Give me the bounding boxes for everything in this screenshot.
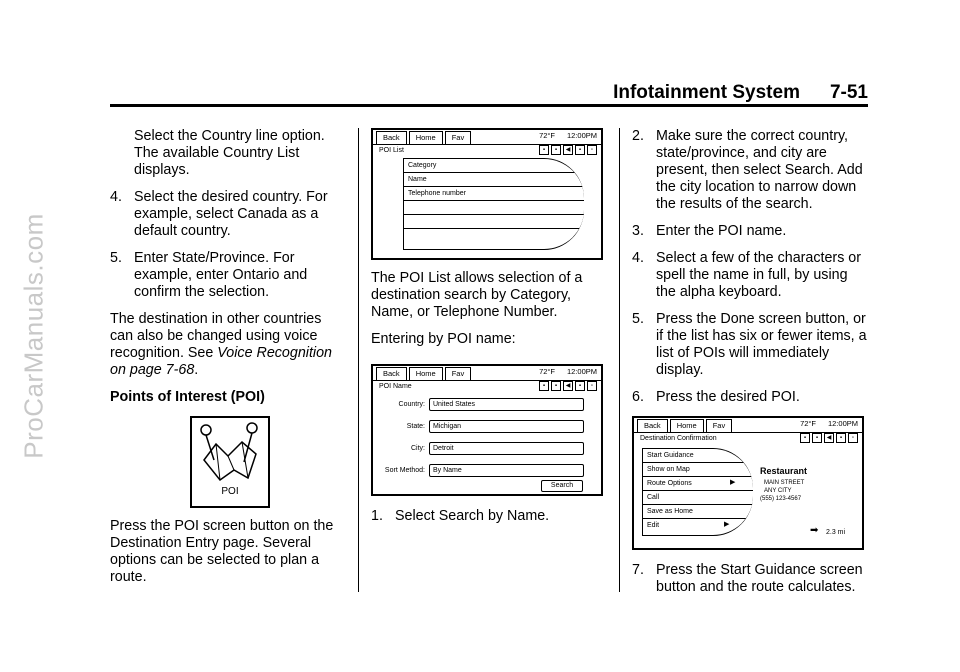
home-tab[interactable]: Home bbox=[409, 367, 443, 380]
list-item bbox=[632, 223, 868, 240]
poi-list bbox=[403, 158, 584, 250]
item-text: Press the Start Guidance screen button and the route calculates. bbox=[656, 562, 863, 595]
temperature: 72°F bbox=[800, 419, 816, 428]
page-header bbox=[613, 82, 868, 104]
state-label: State: bbox=[406, 423, 425, 430]
place-phone: (555) 123-4567 bbox=[760, 496, 802, 502]
status-icon: ▪ bbox=[836, 433, 846, 443]
status-icon: ◀ bbox=[563, 145, 573, 155]
place-address-2: ANY CITY bbox=[764, 488, 792, 494]
cross-reference-link[interactable]: Voice Recognition on page 7-68 bbox=[110, 345, 333, 378]
poi-button-illustration bbox=[190, 416, 270, 508]
fav-tab[interactable]: Fav bbox=[706, 419, 733, 432]
destination-confirmation-screen bbox=[632, 416, 864, 550]
show-on-map-button[interactable]: Show on Map bbox=[643, 463, 753, 477]
item-text: Select Search by Name. bbox=[395, 508, 550, 524]
paragraph-text: . bbox=[194, 362, 199, 378]
status-icon: ◀ bbox=[824, 433, 834, 443]
place-name: Restaurant bbox=[760, 466, 808, 476]
column-3 bbox=[632, 128, 868, 606]
edit-button[interactable]: Edit bbox=[647, 522, 660, 529]
subheading: Points of Interest (POI) bbox=[110, 389, 265, 405]
fav-tab[interactable]: Fav bbox=[445, 367, 472, 380]
column-1 bbox=[110, 128, 342, 596]
save-as-home-button[interactable]: Save as Home bbox=[643, 505, 753, 519]
search-button[interactable]: Search bbox=[541, 480, 583, 492]
status-icon: ▫ bbox=[587, 381, 597, 391]
item-text: Enter State/Province. For example, enter Ontario and confirm the selection. bbox=[134, 250, 308, 300]
list-item bbox=[632, 389, 868, 406]
clock: 12:00PM bbox=[566, 131, 597, 140]
sort-method-label: Sort Method: bbox=[384, 467, 425, 474]
status-icons bbox=[539, 381, 597, 391]
section-title: Infotainment System bbox=[613, 82, 800, 103]
list-item[interactable] bbox=[404, 201, 584, 215]
item-text: Press the desired POI. bbox=[656, 389, 800, 405]
item-number: 2. bbox=[632, 128, 644, 144]
list-item bbox=[632, 128, 868, 213]
poi-name-screen bbox=[371, 364, 603, 496]
list-item bbox=[110, 189, 342, 240]
status-icon: ▪ bbox=[575, 145, 585, 155]
status-icon: ▪ bbox=[551, 145, 561, 155]
list-continuation: Select the Country line option. The available Country List displays. bbox=[134, 128, 325, 178]
home-tab[interactable]: Home bbox=[409, 131, 443, 144]
item-number: 5. bbox=[632, 311, 644, 327]
home-tab[interactable]: Home bbox=[670, 419, 704, 432]
arrow-right-icon: ➡ bbox=[810, 525, 819, 536]
item-number: 4. bbox=[110, 189, 122, 205]
item-number: 5. bbox=[110, 250, 122, 266]
back-tab[interactable]: Back bbox=[637, 419, 668, 432]
sort-method-field[interactable]: By Name bbox=[429, 464, 584, 477]
item-number: 3. bbox=[632, 223, 644, 239]
clock: 12:00PM bbox=[827, 419, 858, 428]
chevron-right-icon: ▶ bbox=[724, 521, 730, 528]
status-icon: ▪ bbox=[575, 381, 585, 391]
city-field[interactable]: Detroit bbox=[429, 442, 584, 455]
watermark-text: ProCarManuals.com bbox=[18, 213, 49, 459]
list-item[interactable]: Name bbox=[404, 173, 584, 187]
screen-topbar bbox=[373, 366, 601, 381]
list-item bbox=[371, 508, 605, 525]
clock: 12:00PM bbox=[566, 367, 597, 376]
item-number: 4. bbox=[632, 250, 644, 266]
status-icon: ▫ bbox=[587, 145, 597, 155]
column-divider-1 bbox=[358, 128, 359, 592]
state-field[interactable]: Michigan bbox=[429, 420, 584, 433]
item-text: Enter the POI name. bbox=[656, 223, 787, 239]
item-number: 1. bbox=[371, 508, 383, 524]
item-text: Press the Done screen button, or if the list has six or fewer items, a list of POIs will immediately display. bbox=[656, 311, 867, 378]
list-item[interactable] bbox=[404, 215, 584, 229]
column-2 bbox=[371, 128, 605, 535]
list-item bbox=[632, 311, 868, 379]
temperature: 72°F bbox=[539, 367, 555, 376]
paragraph-text: The destination in other countries can also be changed using voice recognition. See bbox=[110, 311, 322, 361]
paragraph: Press the POI screen button on the Destination Entry page. Several options can be selected to plan a route. bbox=[110, 518, 334, 585]
item-number: 6. bbox=[632, 389, 644, 405]
status-icon: ▪ bbox=[539, 145, 549, 155]
watermark bbox=[14, 0, 54, 672]
item-text: Select a few of the characters or spell the name in full, by using the alpha keyboard. bbox=[656, 250, 862, 300]
list-item[interactable]: Telephone number bbox=[404, 187, 584, 201]
status-icon: ▫ bbox=[848, 433, 858, 443]
list-item bbox=[632, 250, 868, 301]
country-field[interactable]: United States bbox=[429, 398, 584, 411]
item-text: Select the desired country. For example, select Canada as a default country. bbox=[134, 189, 328, 239]
city-label: City: bbox=[411, 445, 425, 452]
poi-list-screen bbox=[371, 128, 603, 260]
temperature: 72°F bbox=[539, 131, 555, 140]
status-icon: ◀ bbox=[563, 381, 573, 391]
status-icons bbox=[539, 145, 597, 155]
poi-label: POI bbox=[221, 486, 239, 497]
page-number: 7-51 bbox=[829, 82, 868, 103]
status-icon: ▪ bbox=[800, 433, 810, 443]
screen-title: POI List bbox=[379, 147, 404, 154]
country-label: Country: bbox=[398, 401, 425, 408]
list-item bbox=[632, 562, 868, 596]
place-address-1: MAIN STREET bbox=[764, 480, 805, 486]
list-item bbox=[110, 250, 342, 301]
distance: 2.3 mi bbox=[826, 529, 846, 536]
status-icons bbox=[800, 433, 858, 443]
fav-tab[interactable]: Fav bbox=[445, 131, 472, 144]
list-item[interactable] bbox=[404, 229, 584, 242]
back-tab[interactable]: Back bbox=[376, 367, 407, 380]
route-options-button[interactable]: Route Options bbox=[643, 477, 753, 491]
paragraph: Entering by POI name: bbox=[371, 331, 516, 347]
paragraph bbox=[110, 311, 342, 379]
paragraph: The POI List allows selection of a destination search by Category, Name, or Telephone Number. bbox=[371, 270, 583, 320]
screen-topbar bbox=[373, 130, 601, 145]
chevron-right-icon: ▶ bbox=[730, 479, 736, 486]
confirmation-options bbox=[642, 448, 753, 536]
back-tab[interactable]: Back bbox=[376, 131, 407, 144]
screen-title: POI Name bbox=[379, 383, 412, 390]
screen-title: Destination Confirmation bbox=[640, 435, 717, 442]
item-number: 7. bbox=[632, 562, 644, 578]
call-button[interactable]: Call bbox=[643, 491, 753, 505]
column-divider-2 bbox=[619, 128, 620, 592]
list-item[interactable]: Category bbox=[404, 159, 584, 173]
screen-topbar bbox=[634, 418, 862, 433]
status-icon: ▪ bbox=[812, 433, 822, 443]
start-guidance-button[interactable]: Start Guidance bbox=[643, 449, 753, 463]
map-pin-icon bbox=[194, 420, 266, 486]
item-text: Make sure the correct country, state/province, and city are present, then select Search. Add the city location to narrow down the results of the search. bbox=[656, 128, 863, 212]
header-rule bbox=[110, 104, 868, 107]
status-icon: ▪ bbox=[551, 381, 561, 391]
status-icon: ▪ bbox=[539, 381, 549, 391]
